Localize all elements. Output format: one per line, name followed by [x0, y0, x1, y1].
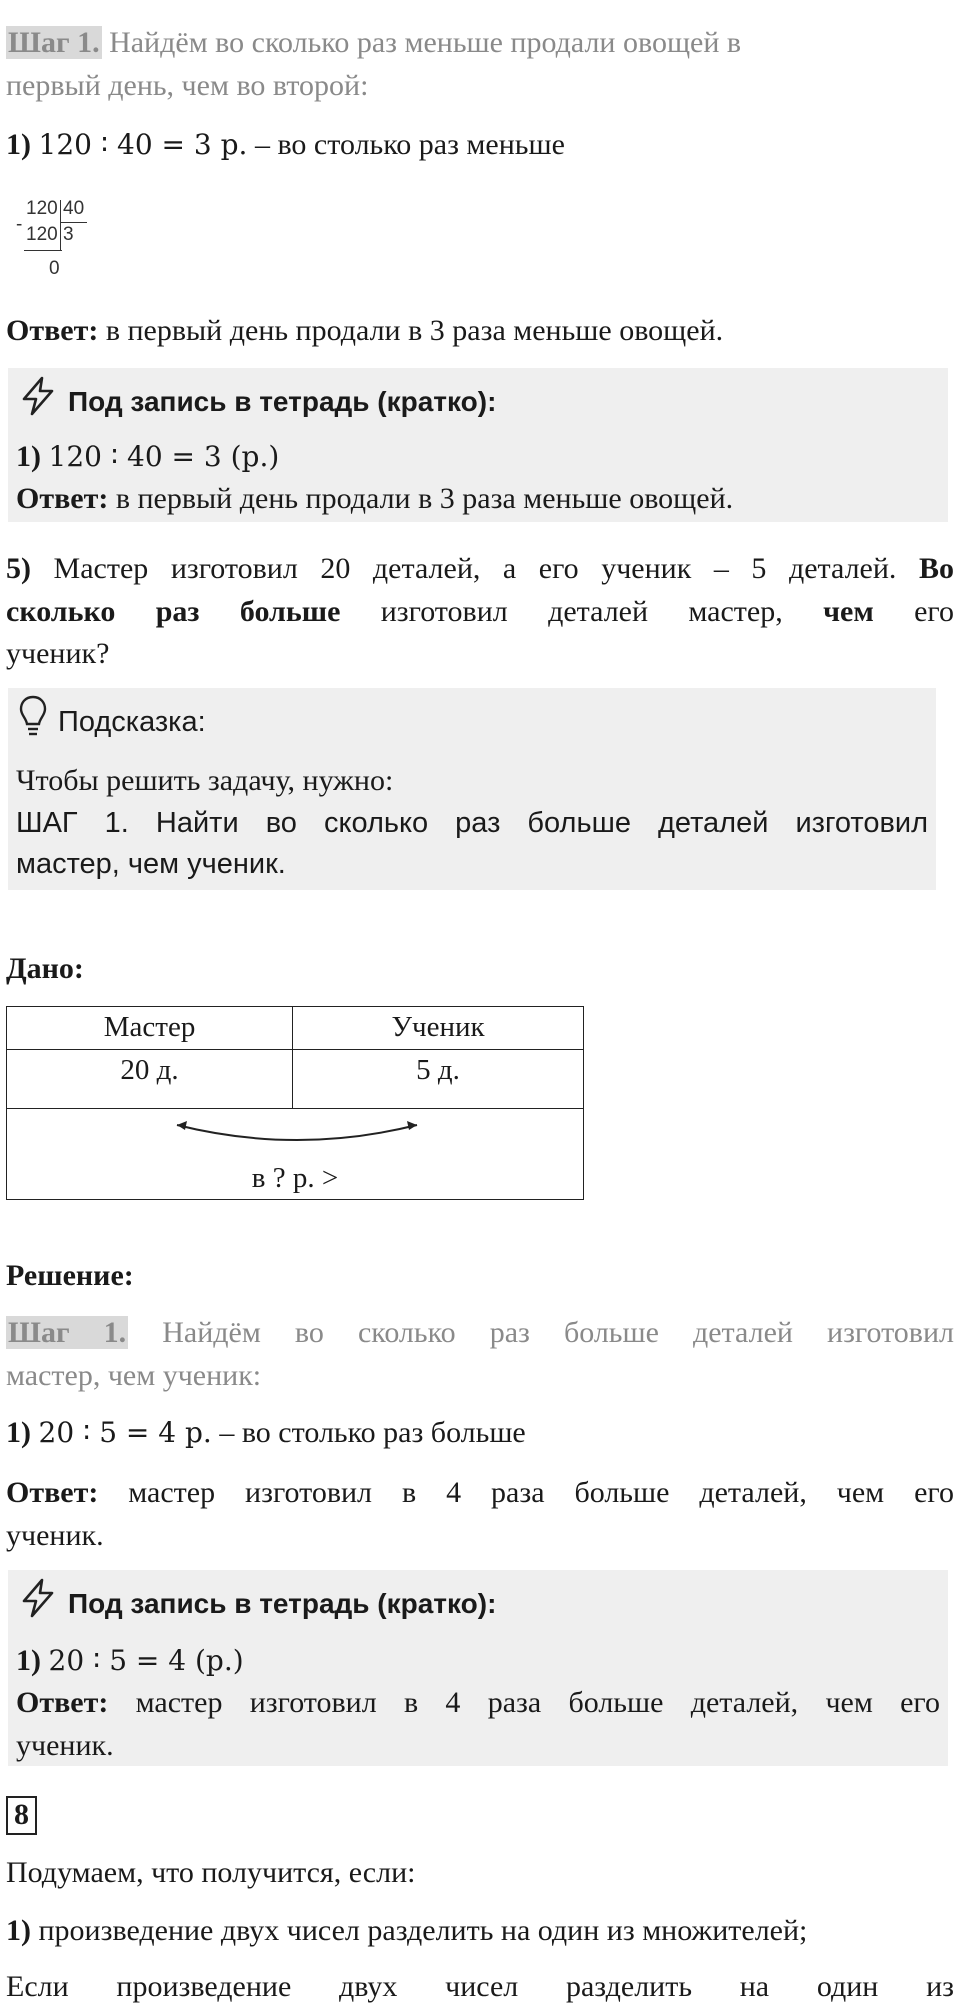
hint-body [16, 760, 928, 885]
hint-line2-text: Найти во сколько раз больше деталей изготовил [128, 806, 928, 839]
division-hline-top [61, 222, 87, 223]
task5-bold-than: чем [823, 594, 874, 628]
solution-label-wrap [6, 1255, 134, 1298]
notebook2-header [18, 1578, 496, 1629]
long-division [16, 198, 96, 284]
division-quotient: 3 [63, 224, 74, 245]
task5-text-a: Мастер изготовил 20 деталей, а его ученик – 5 деталей. [31, 552, 919, 585]
notebook2-answer-label: Ответ: [16, 1686, 109, 1719]
hint-step-label: ШАГ 1. [16, 806, 129, 839]
hint-box [8, 688, 936, 890]
given-header-student: Ученик [293, 1007, 584, 1050]
hint-title: Подсказка: [58, 705, 206, 738]
step1-block [6, 22, 946, 107]
task8-last-line: Если произведение двух чисел разделить на один из [6, 1970, 954, 2003]
solution-label: Решение: [6, 1259, 134, 1292]
lightning-icon [18, 376, 68, 427]
notebook1-num: 1) [16, 440, 41, 473]
notebook2-title: Под запись в тетрадь (кратко) [68, 1587, 488, 1619]
given-label: Дано: [6, 952, 84, 985]
notebook1-answer [16, 478, 733, 521]
hint-line2 [16, 803, 928, 844]
division-minus: - [16, 214, 23, 235]
notebook1-answer-text: в первый день продали в 3 раза меньше овощей. [108, 482, 734, 515]
solution-line1-text: Найдём во сколько раз больше деталей изготовил [128, 1316, 954, 1349]
task8-item1-num: 1) [6, 1914, 31, 1947]
task8-item1-text: произведение двух чисел разделить на один из множителей; [31, 1914, 808, 1947]
step1-label: Шаг 1. [8, 26, 100, 59]
hint-line3: мастер, чем ученик. [16, 847, 286, 880]
answer-1 [6, 310, 723, 353]
task5-text-d: его [873, 594, 954, 628]
equation-1 [6, 124, 565, 167]
given-value-student: 5 д. [293, 1050, 584, 1109]
answer-2 [6, 1472, 954, 1557]
task8-intro: Подумаем, что получится, если: [6, 1856, 416, 1889]
answer1-label: Ответ: [6, 314, 99, 347]
solution-line1 [6, 1312, 954, 1355]
task5-num: 5) [6, 552, 31, 585]
task5-text-b: изготовил деталей мастер, [340, 594, 824, 628]
notebook2-answer-line2: ученик. [16, 1728, 114, 1762]
notebook1-answer-label: Ответ: [16, 482, 109, 515]
division-subtrahend: 120 [26, 224, 58, 245]
given-label-wrap [6, 948, 84, 991]
curved-arrow-icon [167, 1115, 427, 1149]
given-values-row [7, 1050, 584, 1109]
task5-line3: ученик? [6, 637, 110, 671]
task8-number-wrap [6, 1794, 37, 1837]
lightbulb-icon [18, 694, 58, 750]
division-remainder: 0 [49, 258, 60, 279]
task5-bold-how-many: сколько раз больше [6, 594, 341, 628]
notebook1-eq [16, 436, 279, 479]
notebook-box-1 [8, 368, 948, 522]
given-relation: в ? р. > [251, 1161, 339, 1194]
answer1-text: в первый день продали в 3 раза меньше овощей. [98, 314, 724, 347]
given-header-row [7, 1007, 584, 1050]
division-dividend: 120 [26, 198, 58, 219]
eq2-num: 1) [6, 1416, 31, 1449]
notebook2-colon: : [487, 1587, 497, 1619]
notebook-box-2 [8, 1570, 948, 1766]
notebook1-colon: : [487, 385, 497, 417]
task5-line1 [6, 548, 954, 591]
step1-text-line1 [6, 22, 946, 65]
notebook2-answer-line1 [16, 1682, 940, 1725]
division-hline-bottom [24, 250, 62, 251]
notebook2-num: 1) [16, 1644, 41, 1677]
given-relation-row [7, 1109, 584, 1200]
task8-item1 [6, 1910, 807, 1953]
task-5 [6, 548, 954, 676]
hint-header [18, 694, 206, 750]
given-table [6, 1006, 584, 1200]
notebook2-expr: 20 ∶ 5 = 4 (р.) [48, 1644, 244, 1677]
division-divisor: 40 [63, 198, 85, 219]
step1-line1: Найдём во сколько раз меньше продали овощей в [109, 26, 742, 59]
solution-line2: мастер, чем ученик: [6, 1358, 262, 1392]
notebook2-answer-text: мастер изготовил в 4 раза больше деталей, чем его [108, 1686, 940, 1719]
eq1-suffix: – во столько раз меньше [247, 128, 565, 161]
answer2-line1-text: мастер изготовил в 4 раза больше деталей, чем его [98, 1476, 954, 1509]
task5-line2 [6, 591, 954, 634]
given-relation-cell [7, 1109, 584, 1200]
eq2-expr: 20 ∶ 5 = 4 р. [38, 1416, 212, 1449]
task5-bold-b: Во [918, 552, 954, 585]
solution-step-label: Шаг 1. [8, 1316, 127, 1349]
answer2-line1 [6, 1472, 954, 1515]
notebook1-header [18, 376, 496, 427]
task8-number: 8 [6, 1796, 37, 1835]
answer2-label: Ответ: [6, 1476, 99, 1509]
division-vline [60, 200, 61, 250]
hint-line1: Чтобы решить задачу, нужно: [16, 764, 394, 797]
notebook1-title: Под запись в тетрадь (кратко) [68, 385, 488, 417]
given-header-master: Мастер [7, 1007, 293, 1050]
lightning-icon [18, 1578, 68, 1629]
given-value-master: 20 д. [7, 1050, 293, 1109]
solution-step [6, 1312, 954, 1397]
eq1-expr: 120 ∶ 40 = 3 р. [38, 128, 248, 161]
answer2-line2: ученик. [6, 1518, 104, 1552]
equation-2 [6, 1412, 526, 1455]
notebook2-eq [16, 1640, 244, 1683]
eq1-num: 1) [6, 128, 31, 161]
eq2-suffix: – во столько раз больше [211, 1416, 526, 1449]
notebook1-expr: 120 ∶ 40 = 3 (р.) [48, 440, 280, 473]
step1-line2: первый день, чем во второй: [6, 68, 369, 102]
notebook2-answer [16, 1682, 940, 1767]
